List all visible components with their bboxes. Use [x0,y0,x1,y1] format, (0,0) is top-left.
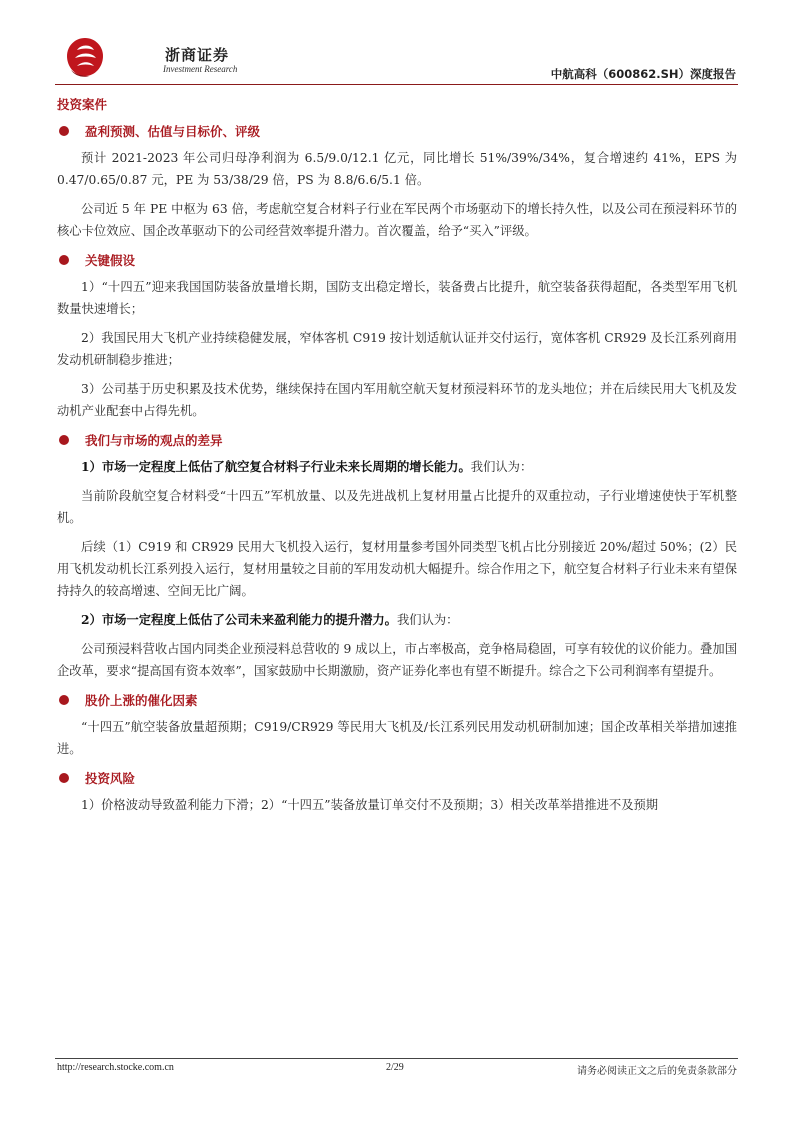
brand-name: 浙商证券 [165,46,230,64]
section-title-text: 投资风险 [85,771,136,786]
page-content [57,95,737,816]
zheshang-logo-icon [65,36,105,78]
paragraph: 3）公司基于历史积累及技术优势，继续保持在国内军用航空航天复材预浸料环节的龙头地位；并在后续民用大飞机及发动机产业配套中占得先机。 [57,382,737,418]
main-title: 投资案件 [57,97,108,112]
page-number: 2/29 [386,1062,404,1073]
view-2-lead: 2）市场一定程度上低估了公司未来盈利能力的提升潜力。 [81,612,397,627]
section-title-risks [57,769,737,787]
paragraph: 公司近 5 年 PE 中枢为 63 倍，考虑航空复合材料子行业在军民两个市场驱动下的增长持久性，以及公司在预浸料环节的核心卡位效应、国企改革驱动下的公司经营效率提升潜力。首次覆盖，给予“买入”评级。 [57,202,737,238]
paragraph: 1）价格波动导致盈利能力下滑；2）“十四五”装备放量订单交付不及预期；3）相关改革举措推进不及预期 [81,798,659,812]
paragraph: 预计 2021-2023 年公司归母净利润为 6.5/9.0/12.1 亿元，同比增长 51%/39%/34%，复合增速约 41%，EPS 为 0.47/0.65/0.87 元，PE 为 53/38/29 倍，PS 为 8.8/6.6/5.1 倍。 [57,151,737,187]
footer-url-link[interactable]: http://research.stocke.com.cn [57,1062,174,1073]
view-1-tail: 我们认为： [470,460,533,474]
header-divider [55,84,738,85]
view-1-lead: 1）市场一定程度上低估了航空复合材料子行业未来长周期的增长能力。 [81,459,471,474]
paragraph: 后续（1）C919 和 CR929 民用大飞机投入运行，复材用量参考国外同类型飞机占比分别接近 20%/超过 50%；(2）民用飞机发动机长江系列投入运行，复材用量较之目前的军用发动机大幅提升。综合作用之下，航空复合材料子行业未来有望保持持久的较高增速、空间无比广阔。 [57,540,737,598]
report-title: 中航高科（600862.SH）深度报告 [550,67,736,81]
paragraph: 1）“十四五”迎来我国国防装备放量增长期，国防支出稳定增长，装备费占比提升，航空装备获得超配，各类型军用飞机数量快速增长； [57,280,737,316]
view-1-heading [57,456,737,478]
section-title-valuation [57,122,737,140]
bullet-icon [59,126,69,136]
footer-disclaimer: 请务必阅读正文之后的免责条款部分 [577,1066,737,1077]
bullet-icon [59,435,69,445]
page-header [55,32,738,82]
view-2-tail: 我们认为： [396,613,459,627]
brand-subtitle: Investment Research [163,64,238,74]
section-title-catalysts [57,691,737,709]
footer-divider [55,1058,738,1059]
section-title-text: 盈利预测、估值与目标价、评级 [85,124,261,139]
bullet-icon [59,255,69,265]
paragraph: 当前阶段航空复合材料受“十四五”军机放量、以及先进战机上复材用量占比提升的双重拉动，子行业增速使快于军机整机。 [57,489,737,525]
paragraph: 公司预浸料营收占国内同类企业预浸料总营收的 9 成以上，市占率极高，竞争格局稳固，可享有较优的议价能力。叠加国企改革，要求“提高国有资本效率”，国家鼓励中长期激励，资产证券化率也有望不断提升。综合之下公司利润率有望提升。 [57,642,737,678]
paragraph: “十四五”航空装备放量超预期；C919/CR929 等民用大飞机及/长江系列民用发动机研制加速；国企改革相关举措加速推进。 [57,720,737,756]
bullet-icon [59,773,69,783]
section-title-text: 关键假设 [85,253,136,268]
bullet-icon [59,695,69,705]
paragraph: 2）我国民用大飞机产业持续稳健发展，窄体客机 C919 按计划适航认证并交付运行，宽体客机 CR929 及长江系列商用发动机研制稳步推进； [57,331,737,367]
section-title-text: 我们与市场的观点的差异 [85,433,223,448]
section-title-differences [57,431,737,449]
section-title-assumptions [57,251,737,269]
section-title-text: 股价上涨的催化因素 [85,693,198,708]
view-2-heading [57,609,737,631]
